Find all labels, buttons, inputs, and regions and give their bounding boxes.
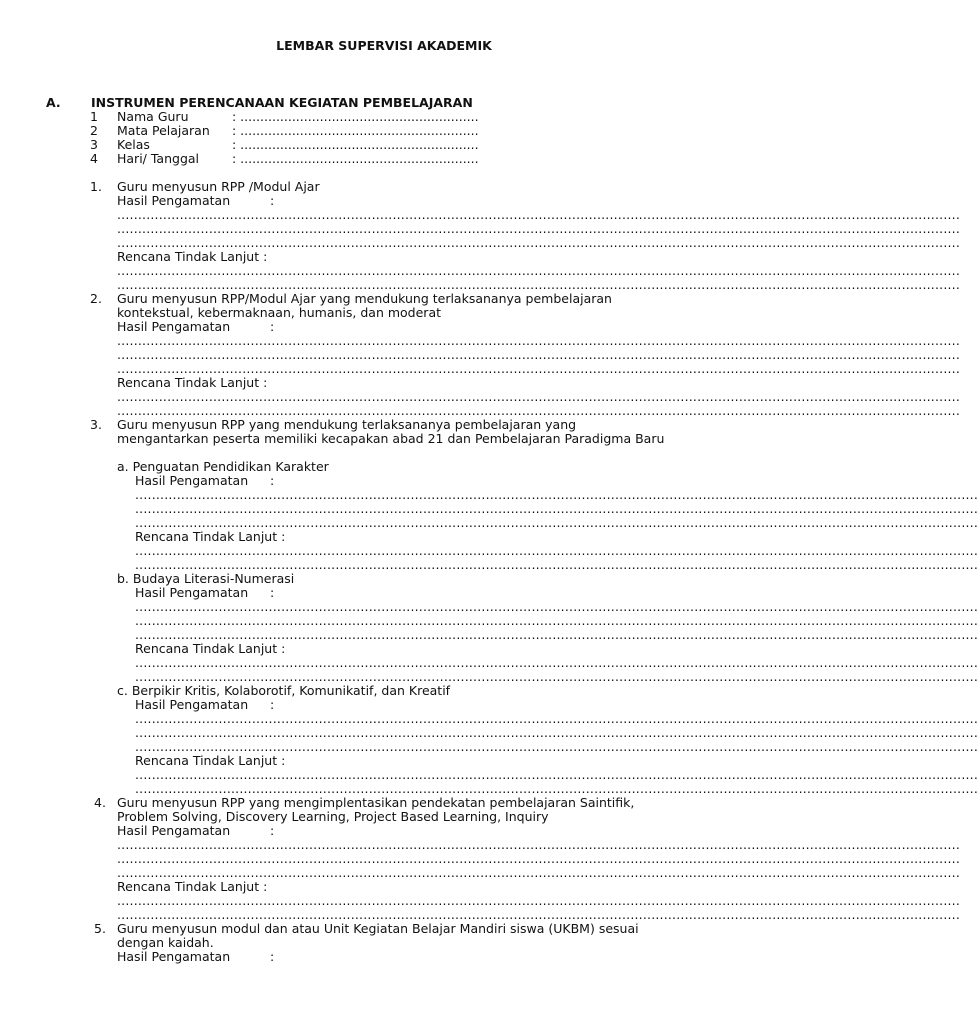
answer-line[interactable]: .......................................................................................................................................................................................................... bbox=[117, 207, 961, 222]
identity-label: Nama Guru bbox=[117, 109, 189, 124]
answer-line[interactable]: .......................................................................................................................................................................................................... bbox=[135, 599, 978, 614]
answer-line[interactable]: .......................................................................................................................................................................................................... bbox=[135, 781, 978, 796]
item-text: dengan kaidah. bbox=[117, 935, 214, 950]
answer-line[interactable]: .......................................................................................................................................................................................................... bbox=[135, 557, 978, 572]
subitem-c: c. Berpikir Kritis, Kolaborotif, Komunikatif, dan Kreatif bbox=[117, 683, 451, 698]
colon: : bbox=[270, 473, 275, 488]
answer-line[interactable]: .......................................................................................................................................................................................................... bbox=[117, 263, 961, 278]
identity-field-nama-guru[interactable]: : ............................................................ bbox=[232, 109, 479, 124]
item-text: mengantarkan peserta memiliki kecapakan abad 21 dan Pembelajaran Paradigma Baru bbox=[117, 431, 665, 446]
identity-no: 4 bbox=[90, 151, 98, 166]
answer-line[interactable]: .......................................................................................................................................................................................................... bbox=[135, 655, 978, 670]
item-text: Guru menyusun modul dan atau Unit Kegiatan Belajar Mandiri siswa (UKBM) sesuai bbox=[117, 921, 639, 936]
identity-field-hari-tanggal[interactable]: : ............................................................ bbox=[232, 151, 479, 166]
identity-field-mata-pelajaran[interactable]: : ............................................................ bbox=[232, 123, 479, 138]
identity-no: 3 bbox=[90, 137, 98, 152]
hasil-label: Hasil Pengamatan bbox=[135, 473, 249, 488]
answer-line[interactable]: .......................................................................................................................................................................................................... bbox=[117, 347, 961, 362]
item-text: Guru menyusun RPP/Modul Ajar yang mendukung terlaksananya pembelajaran bbox=[117, 291, 612, 306]
answer-line[interactable]: .......................................................................................................................................................................................................... bbox=[117, 333, 961, 348]
item-text: kontekstual, kebermaknaan, humanis, dan moderat bbox=[117, 305, 441, 320]
rencana-label: Rencana Tindak Lanjut : bbox=[117, 879, 268, 894]
colon: : bbox=[270, 697, 275, 712]
colon: : bbox=[270, 319, 275, 334]
identity-label: Mata Pelajaran bbox=[117, 123, 210, 138]
item-text: Guru menyusun RPP yang mendukung terlaksananya pembelajaran yang bbox=[117, 417, 577, 432]
answer-line[interactable]: .......................................................................................................................................................................................................... bbox=[117, 389, 961, 404]
hasil-label: Hasil Pengamatan bbox=[135, 697, 249, 712]
answer-line[interactable]: .......................................................................................................................................................................................................... bbox=[117, 361, 961, 376]
answer-line[interactable]: .......................................................................................................................................................................................................... bbox=[135, 487, 978, 502]
hasil-label: Hasil Pengamatan bbox=[117, 319, 231, 334]
page-title: LEMBAR SUPERVISI AKADEMIK bbox=[276, 38, 492, 53]
identity-field-kelas[interactable]: : ............................................................ bbox=[232, 137, 479, 152]
colon: : bbox=[270, 585, 275, 600]
answer-line[interactable]: .......................................................................................................................................................................................................... bbox=[117, 277, 961, 292]
answer-line[interactable]: .......................................................................................................................................................................................................... bbox=[135, 627, 978, 642]
identity-no: 2 bbox=[90, 123, 98, 138]
answer-line[interactable]: .......................................................................................................................................................................................................... bbox=[135, 515, 978, 530]
item-number: 5. bbox=[94, 921, 106, 936]
item-number: 3. bbox=[90, 417, 102, 432]
item-number: 4. bbox=[94, 795, 106, 810]
answer-line[interactable]: .......................................................................................................................................................................................................... bbox=[117, 837, 961, 852]
hasil-label: Hasil Pengamatan bbox=[117, 193, 231, 208]
answer-line[interactable]: .......................................................................................................................................................................................................... bbox=[135, 739, 978, 754]
answer-line[interactable]: .......................................................................................................................................................................................................... bbox=[135, 725, 978, 740]
answer-line[interactable]: .......................................................................................................................................................................................................... bbox=[117, 893, 961, 908]
colon: : bbox=[270, 193, 275, 208]
rencana-label: Rencana Tindak Lanjut : bbox=[135, 641, 286, 656]
item-text: Guru menyusun RPP yang mengimplentasikan pendekatan pembelajaran Saintifik, bbox=[117, 795, 635, 810]
answer-line[interactable]: .......................................................................................................................................................................................................... bbox=[117, 221, 961, 236]
answer-line[interactable]: .......................................................................................................................................................................................................... bbox=[135, 767, 978, 782]
item-text: Problem Solving, Discovery Learning, Project Based Learning, Inquiry bbox=[117, 809, 549, 824]
hasil-label: Hasil Pengamatan bbox=[135, 585, 249, 600]
section-letter: A. bbox=[46, 95, 61, 110]
subitem-b: b. Budaya Literasi-Numerasi bbox=[117, 571, 295, 586]
answer-line[interactable]: .......................................................................................................................................................................................................... bbox=[135, 543, 978, 558]
identity-label: Kelas bbox=[117, 137, 150, 152]
item-text: Guru menyusun RPP /Modul Ajar bbox=[117, 179, 320, 194]
answer-line[interactable]: .......................................................................................................................................................................................................... bbox=[117, 907, 961, 922]
rencana-label: Rencana Tindak Lanjut : bbox=[135, 529, 286, 544]
answer-line[interactable]: .......................................................................................................................................................................................................... bbox=[117, 403, 961, 418]
answer-line[interactable]: .......................................................................................................................................................................................................... bbox=[135, 613, 978, 628]
identity-no: 1 bbox=[90, 109, 98, 124]
answer-line[interactable]: .......................................................................................................................................................................................................... bbox=[117, 235, 961, 250]
hasil-label: Hasil Pengamatan bbox=[117, 949, 231, 964]
item-number: 1. bbox=[90, 179, 102, 194]
answer-line[interactable]: .......................................................................................................................................................................................................... bbox=[135, 669, 978, 684]
answer-line[interactable]: .......................................................................................................................................................................................................... bbox=[135, 501, 978, 516]
answer-line[interactable]: .......................................................................................................................................................................................................... bbox=[135, 711, 978, 726]
rencana-label: Rencana Tindak Lanjut : bbox=[117, 249, 268, 264]
section-title: INSTRUMEN PERENCANAAN KEGIATAN PEMBELAJARAN bbox=[91, 95, 473, 110]
rencana-label: Rencana Tindak Lanjut : bbox=[117, 375, 268, 390]
colon: : bbox=[270, 823, 275, 838]
identity-label: Hari/ Tanggal bbox=[117, 151, 200, 166]
answer-line[interactable]: .......................................................................................................................................................................................................... bbox=[117, 851, 961, 866]
colon: : bbox=[270, 949, 275, 964]
hasil-label: Hasil Pengamatan bbox=[117, 823, 231, 838]
subitem-a: a. Penguatan Pendidikan Karakter bbox=[117, 459, 329, 474]
rencana-label: Rencana Tindak Lanjut : bbox=[135, 753, 286, 768]
answer-line[interactable]: .......................................................................................................................................................................................................... bbox=[117, 865, 961, 880]
item-number: 2. bbox=[90, 291, 102, 306]
